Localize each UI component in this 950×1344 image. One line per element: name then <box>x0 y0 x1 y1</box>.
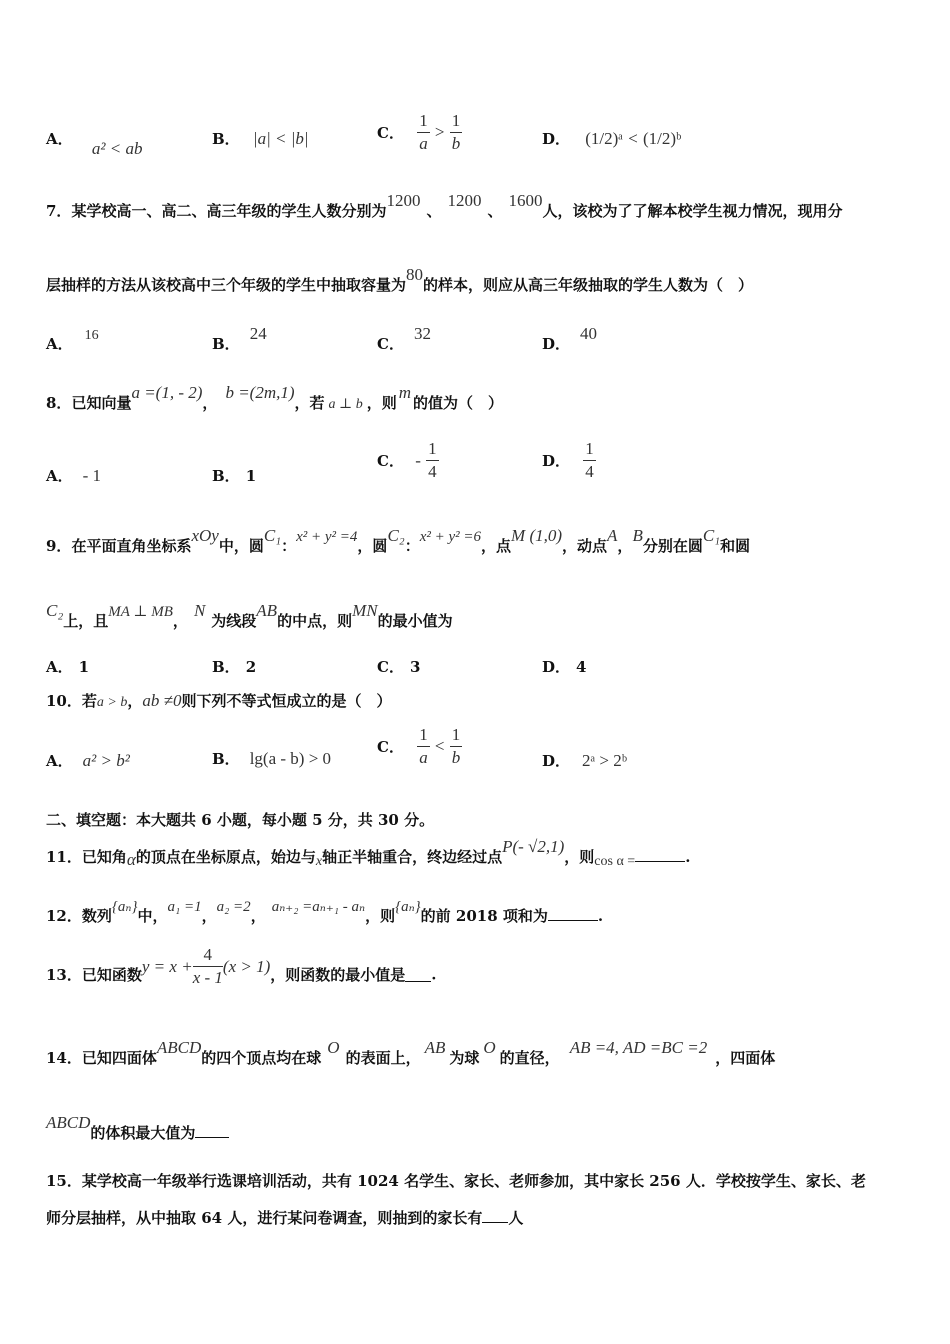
q9-line2: C₂上，且MA ⊥ MB，N为线段AB的中点，则MN的最小值为 <box>46 601 453 630</box>
q8-option-c: C． - $\frac{1}{4}$ <box>377 439 437 481</box>
q7-option-b: B．24 <box>212 324 267 353</box>
q9-option-a: A． 1 <box>46 658 90 676</box>
q6-c-frac2: $\frac{1}{b}$ <box>451 111 461 153</box>
q12-answer-blank[interactable] <box>548 906 598 921</box>
q6-option-a: A． a² < ab <box>46 130 143 158</box>
q10-option-c: C． $\frac{1}{a}$ < $\frac{1}{b}$ <box>377 725 461 767</box>
q6-b-expr: |a| < |b| <box>252 129 309 148</box>
q10-c-frac2: $\frac{1}{b}$ <box>451 725 461 767</box>
q9-option-c: C． 3 <box>377 658 421 676</box>
q10-option-a: A． a² > b² <box>46 751 130 770</box>
q9-option-d: D． 4 <box>542 658 587 676</box>
q10-option-b: B． lg(a - b) > 0 <box>212 749 332 768</box>
q13-answer-blank[interactable] <box>405 967 431 982</box>
q6-a-expr: a² < ab <box>91 139 143 158</box>
q7-option-d: D．40 <box>542 324 598 353</box>
q6-d-expr-b: (1/2)ᵇ <box>643 129 682 148</box>
section-2-title: 二、填空题：本大题共 6 小题，每小题 5 分，共 30 分。 <box>46 811 435 829</box>
q8-option-d: D． $\frac{1}{4}$ <box>542 439 594 481</box>
q8-c-frac: $\frac{1}{4}$ <box>428 439 437 481</box>
q13-line: 13．已知函数y = x + $\frac{4}{x - 1}$ (x > 1)，则函数的最小值是 . <box>46 945 437 987</box>
q14-line2: ABCD的体积最大值为 <box>46 1122 229 1143</box>
q10-c-frac1: $\frac{1}{a}$ <box>419 725 428 767</box>
q14-line1: 14．已知四面体ABCD的四个顶点均在球O的表面上，AB为球O的直径，AB =4, AD =BC =2，四面体 <box>46 1038 776 1067</box>
q14-answer-blank[interactable] <box>195 1123 229 1138</box>
q15-line1: 15．某学校高一年级举行选课培训活动，共有 1024 名学生、家长、老师参加，其中家长 256 人．学校按学生、家长、老 <box>46 1172 866 1190</box>
q6-option-d: D． (1/2)ᵃ < (1/2)ᵇ <box>542 129 682 148</box>
q8-option-b: B． 1 <box>212 467 257 485</box>
q15-line2: 师分层抽样，从中抽取 64 人，进行某问卷调查，则抽到的家长有 人 <box>46 1209 524 1227</box>
q9-line1: 9．在平面直角坐标系xOy中，圆C₁：x² + y² =4，圆C₂：x² + y² =6，点M (1,0)，动点A，B分别在圆C₁和圆 <box>46 526 751 555</box>
q12-line: 12．数列{aₙ}中，a₁ =1，a₂ =2， aₙ₊₂ =aₙ₊₁ - aₙ，则{aₙ}的前 2018 项和为 . <box>46 899 604 925</box>
q6-c-frac1: $\frac{1}{a}$ <box>419 111 428 153</box>
q11-answer-blank[interactable] <box>635 847 685 862</box>
q6-d-expr-a: (1/2)ᵃ <box>585 129 623 148</box>
q8-option-a: A． - 1 <box>46 466 102 485</box>
q8-d-frac: $\frac{1}{4}$ <box>585 439 594 481</box>
q7-line1: 7．某学校高一、高二、高三年级的学生人数分别为1200、1200、1600人，该校为了了解本校学生视力情况，现用分 <box>46 191 843 220</box>
q11-line: 11．已知角α的顶点在坐标原点，始边与x轴正半轴重合，终边经过点P(- √2,1)，则cos α = . <box>46 837 691 869</box>
q6-option-b: B． |a| < |b| <box>212 129 309 148</box>
q7-option-a: A． 16 <box>46 328 99 353</box>
q7-line2: 层抽样的方法从该校高中三个年级的学生中抽取容量为80的样本，则应从高三年级抽取的学生人数为（ ） <box>46 265 754 294</box>
q6-option-c: C． $\frac{1}{a}$ > $\frac{1}{b}$ <box>377 111 461 153</box>
q13-frac: $\frac{4}{x - 1}$ <box>192 945 223 987</box>
q7-option-c: C．32 <box>377 324 431 353</box>
q9-option-b: B． 2 <box>212 658 257 676</box>
q10-line: 10．若a > b，ab ≠0则下列不等式恒成立的是（ ） <box>46 691 392 710</box>
q8-line: 8．已知向量a =(1, - 2)，b =(2m,1)，若 a ⊥ b ，则m的值为（ ） <box>46 383 504 412</box>
q15-answer-blank[interactable] <box>482 1208 508 1223</box>
q10-option-d: D． 2ᵃ > 2ᵇ <box>542 751 628 770</box>
